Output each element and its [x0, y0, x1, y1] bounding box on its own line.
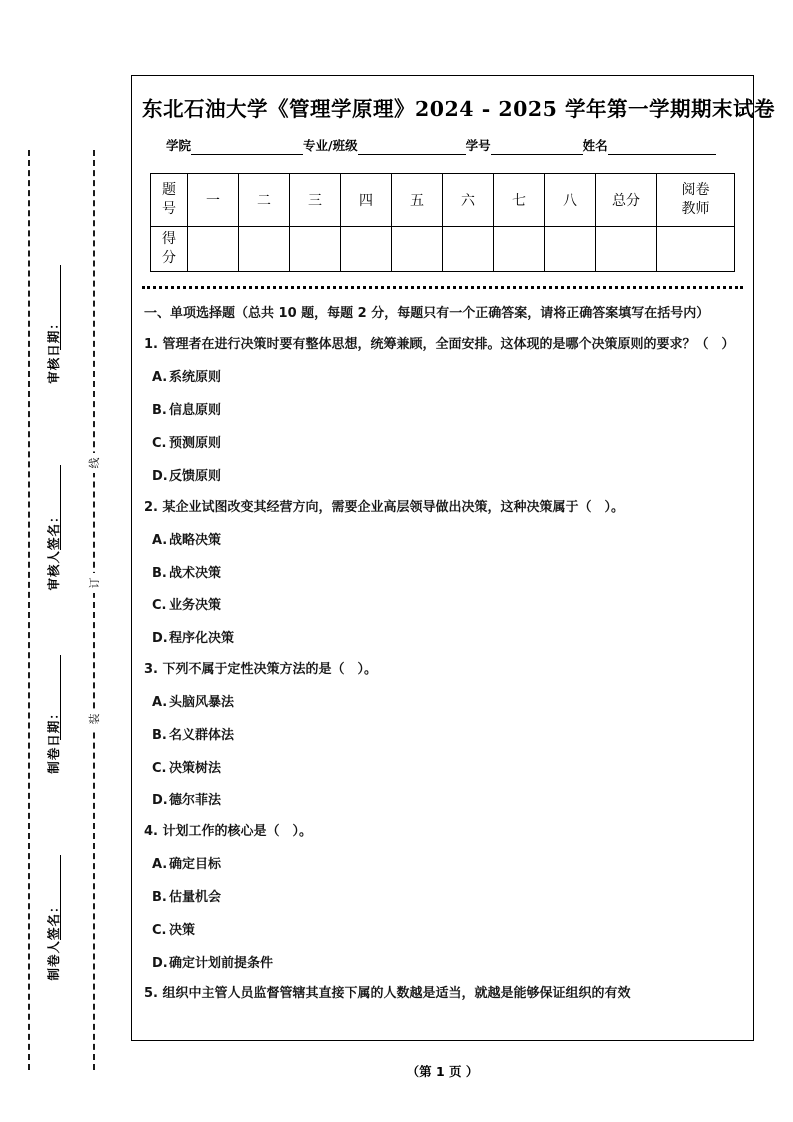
question-1-option-d-letter: D. — [152, 468, 168, 484]
question-4-option-a[interactable] — [152, 855, 741, 876]
question-4-option-b-letter: B. — [152, 890, 167, 906]
score-table-col-2: 二 — [239, 174, 290, 227]
score-cell-6[interactable] — [443, 227, 494, 272]
field-college-label: 学院 — [166, 138, 192, 153]
question-1-text: 管理者在进行决策时要有整体思想，统筹兼顾，全面安排。这体现的是哪个决策原则的要求？（ ） — [162, 337, 735, 353]
binding-underline-paper-date — [60, 655, 61, 740]
question-1-option-d[interactable] — [152, 467, 741, 488]
question-4-option-d-letter: D. — [152, 955, 168, 971]
field-college-input[interactable] — [191, 140, 303, 155]
question-4-option-c-letter: C. — [152, 922, 167, 938]
grader-label-line1: 阅卷 — [681, 182, 710, 199]
question-3-option-a-letter: A. — [152, 695, 168, 711]
binding-underline-author-signature — [60, 855, 61, 940]
question-1-option-b-text: 信息原则 — [169, 403, 222, 419]
question-1-number: 1. — [144, 337, 158, 353]
score-label-line2: 分 — [162, 250, 176, 266]
page-title: 东北石油大学《管理学原理》2024 - 2025 学年第一学期期末试卷 — [142, 97, 776, 121]
binding-char-ding: 订 — [83, 573, 105, 593]
question-2-text: 某企业试图改变其经营方向，需要企业高层领导做出决策，这种决策属于（ ）。 — [162, 499, 625, 515]
question-2-stem — [144, 497, 741, 519]
score-table — [150, 173, 735, 272]
binding-margin — [0, 0, 130, 1122]
question-3-text: 下列不属于定性决策方法的是（ ）。 — [162, 661, 378, 677]
exam-paper-frame — [131, 75, 776, 1041]
field-name-input[interactable] — [608, 140, 716, 155]
binding-label-reviewer-signature: 审核人签名： — [46, 509, 61, 591]
question-4-option-b-text: 估量机会 — [169, 890, 222, 906]
question-5-stem — [144, 983, 741, 1005]
question-3-option-a[interactable] — [152, 693, 741, 714]
score-table-row-label-question — [151, 174, 188, 227]
score-cell-1[interactable] — [188, 227, 239, 272]
question-4-option-d-text: 确定计划前提条件 — [169, 955, 274, 971]
question-3-option-a-text: 头脑风暴法 — [169, 695, 235, 711]
field-major-label: 专业/班级 — [303, 138, 358, 153]
score-table-col-7: 七 — [494, 174, 545, 227]
binding-char-xian: 线 — [83, 453, 105, 473]
question-5-text: 组织中主管人员监督管辖其直接下属的人数越是适当，就越是能够保证组织的有效 — [162, 986, 631, 1002]
field-major — [303, 136, 466, 155]
binding-label-author-signature: 制卷人签名： — [46, 899, 61, 981]
field-student-number-input[interactable] — [491, 140, 583, 155]
score-table-row-label-score — [151, 227, 188, 272]
question-4-option-a-text: 确定目标 — [169, 857, 222, 873]
grader-label-line2: 教师 — [681, 201, 710, 217]
section-heading-multiple-choice: 一、单项选择题（总共 10 题，每题 2 分，每题只有一个正确答案，请将正确答案填写在括号内） — [144, 306, 710, 321]
question-2-option-a-letter: A. — [152, 532, 168, 548]
question-1-option-d-text: 反馈原则 — [169, 468, 222, 484]
question-1-option-c[interactable] — [152, 434, 741, 455]
field-name — [583, 136, 716, 155]
question-4-option-b[interactable] — [152, 888, 741, 909]
binding-label-paper-date: 制卷日期： — [46, 706, 61, 774]
question-5-number: 5. — [144, 986, 158, 1002]
student-info-row — [166, 136, 743, 155]
field-student-number-label: 学号 — [465, 138, 491, 153]
question-3-option-d-letter: D. — [152, 793, 168, 809]
question-4-text: 计划工作的核心是（ ）。 — [162, 824, 313, 840]
question-label-line2: 号 — [162, 201, 176, 217]
score-table-col-grader — [657, 174, 735, 227]
question-4-number: 4. — [144, 824, 158, 840]
question-2-option-d-text: 程序化决策 — [169, 631, 235, 647]
question-2-number: 2. — [144, 499, 158, 515]
question-3-option-b-text: 名义群体法 — [169, 727, 235, 743]
score-table-col-1: 一 — [188, 174, 239, 227]
question-1-option-a[interactable] — [152, 368, 741, 389]
field-student-number — [466, 136, 583, 155]
question-3-option-d[interactable] — [152, 791, 741, 812]
score-table-col-total: 总分 — [596, 174, 657, 227]
exam-question-body — [144, 303, 741, 1006]
score-table-header-row — [151, 174, 735, 227]
binding-dashed-rule-inner — [93, 150, 95, 1070]
question-4-option-d[interactable] — [152, 954, 741, 975]
binding-dashed-rule-outer — [28, 150, 30, 1070]
question-4-option-a-letter: A. — [152, 857, 168, 873]
question-3-option-c-text: 决策树法 — [169, 760, 222, 776]
question-1-option-b[interactable] — [152, 401, 741, 422]
question-3-number: 3. — [144, 661, 158, 677]
score-label-line1: 得 — [162, 231, 176, 248]
question-3-option-c-letter: C. — [152, 760, 167, 776]
binding-underline-review-date — [60, 265, 61, 350]
question-2-option-a-text: 战略决策 — [169, 532, 222, 548]
question-2-option-c[interactable] — [152, 596, 741, 617]
question-3-option-b-letter: B. — [152, 727, 167, 743]
question-1-option-c-letter: C. — [152, 436, 167, 452]
field-name-label: 姓名 — [582, 138, 608, 153]
question-2-option-d-letter: D. — [152, 631, 168, 647]
score-cell-total[interactable] — [596, 227, 657, 272]
question-2-option-c-letter: C. — [152, 598, 167, 614]
binding-label-review-date: 审核日期： — [46, 316, 61, 384]
question-3-option-c[interactable] — [152, 759, 741, 780]
binding-underline-reviewer-signature — [60, 465, 61, 550]
score-cell-7[interactable] — [494, 227, 545, 272]
question-4-stem — [144, 821, 741, 843]
field-major-input[interactable] — [358, 140, 466, 155]
question-2-option-c-text: 业务决策 — [169, 598, 222, 614]
binding-char-zhuang: 装 — [83, 709, 105, 729]
question-label-line1: 题 — [162, 182, 176, 199]
question-3-option-d-text: 德尔菲法 — [169, 793, 222, 809]
field-college — [166, 136, 303, 155]
page-number-footer: （第 1 页 ） — [406, 1064, 479, 1079]
question-2-option-b-text: 战术决策 — [169, 565, 222, 581]
question-2-option-b[interactable] — [152, 564, 741, 585]
question-1-option-a-text: 系统原则 — [169, 370, 222, 386]
question-2-option-a[interactable] — [152, 531, 741, 552]
question-1-stem — [144, 334, 741, 356]
question-4-option-c-text: 决策 — [169, 922, 196, 938]
score-table-score-row — [151, 227, 735, 272]
question-2-option-b-letter: B. — [152, 565, 167, 581]
score-cell-8[interactable] — [545, 227, 596, 272]
section-divider — [142, 286, 743, 289]
score-cell-3[interactable] — [290, 227, 341, 272]
score-cell-2[interactable] — [239, 227, 290, 272]
question-1-option-b-letter: B. — [152, 403, 167, 419]
question-1-option-a-letter: A. — [152, 370, 168, 386]
score-cell-grader[interactable] — [657, 227, 735, 272]
question-4-option-c[interactable] — [152, 921, 741, 942]
question-2-option-d[interactable] — [152, 629, 741, 650]
score-cell-4[interactable] — [341, 227, 392, 272]
question-3-stem — [144, 659, 741, 681]
question-1-option-c-text: 预测原则 — [169, 436, 222, 452]
score-table-col-6: 六 — [443, 174, 494, 227]
score-cell-5[interactable] — [392, 227, 443, 272]
score-table-col-8: 八 — [545, 174, 596, 227]
question-3-option-b[interactable] — [152, 726, 741, 747]
score-table-col-5: 五 — [392, 174, 443, 227]
score-table-col-3: 三 — [290, 174, 341, 227]
score-table-col-4: 四 — [341, 174, 392, 227]
